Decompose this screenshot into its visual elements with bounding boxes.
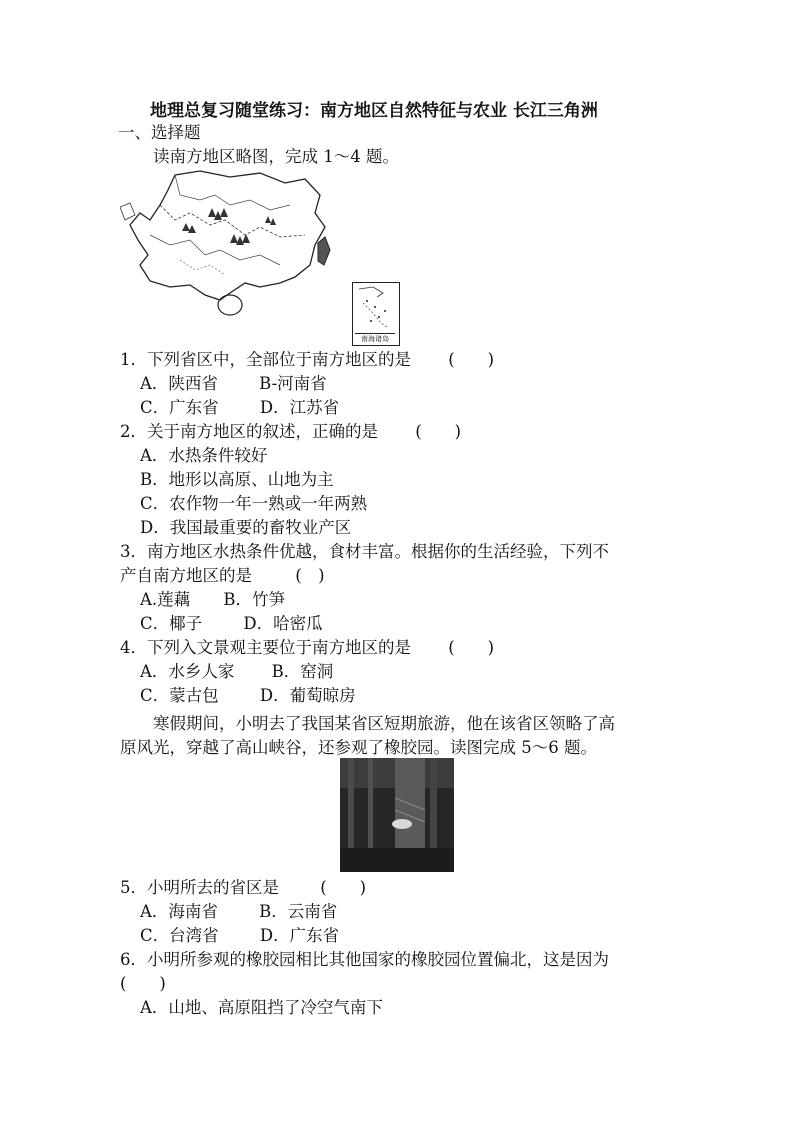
q5-option-a: A．海南省 bbox=[140, 902, 218, 921]
q5-option-c: C．台湾省 bbox=[140, 926, 219, 945]
south-china-map bbox=[120, 165, 340, 330]
q2-option-b: B．地形以高原、山地为主 bbox=[140, 470, 334, 489]
q4-option-d: D．葡萄晾房 bbox=[259, 686, 356, 705]
q1-option-c: C．广东省 bbox=[140, 398, 219, 417]
q2-option-c: C．农作物一年一熟或一年两熟 bbox=[140, 494, 368, 513]
section-heading: 一、选择题 bbox=[118, 123, 201, 142]
q2-option-d: D．我国最重要的畜牧业产区 bbox=[140, 518, 352, 537]
map-drawing bbox=[120, 165, 340, 330]
q5-option-d: D．广东省 bbox=[259, 926, 340, 945]
q5-answer-blank: ( ) bbox=[320, 878, 367, 897]
q3-stem-text: 产自南方地区的是 bbox=[120, 566, 252, 585]
q2-option-a: A．水热条件较好 bbox=[140, 446, 268, 465]
page-title: 地理总复习随堂练习：南方地区自然特征与农业 长江三角洲 bbox=[150, 101, 598, 121]
rubber-plantation-photo bbox=[340, 758, 454, 872]
q2-stem-text: 2．关于南方地区的叙述，正确的是 bbox=[120, 422, 378, 441]
photo-drawing bbox=[340, 758, 454, 872]
q1-option-a: A．陕西省 bbox=[140, 374, 218, 393]
q4-stem bbox=[120, 637, 494, 659]
q1-answer-blank: ( ) bbox=[448, 350, 495, 369]
q3-option-b: B．竹笋 bbox=[223, 590, 286, 609]
q3-stem-line1: 3．南方地区水热条件优越，食材丰富。根据你的生活经验，下列不 bbox=[120, 542, 609, 561]
q1-stem bbox=[120, 349, 494, 371]
q1-options-row2 bbox=[140, 397, 339, 419]
inset-label: 南海诸岛 bbox=[355, 333, 395, 344]
intro-text-1: 读南方地区略图，完成 1～4 题。 bbox=[153, 147, 399, 166]
inset-drawing bbox=[353, 283, 399, 333]
q3-options-row2 bbox=[140, 613, 323, 635]
q3-option-c: C．椰子 bbox=[140, 614, 203, 633]
q4-option-c: C．蒙古包 bbox=[140, 686, 219, 705]
q6-stem-line1: 6．小明所参观的橡胶园相比其他国家的橡胶园位置偏北，这是因为 bbox=[120, 950, 609, 969]
q2-stem bbox=[120, 421, 461, 443]
q5-option-b: B．云南省 bbox=[259, 902, 338, 921]
q1-stem-text: 1．下列省区中，全部位于南方地区的是 bbox=[120, 350, 411, 369]
south-sea-inset bbox=[352, 282, 400, 346]
q6-option-a: A．山地、高原阻挡了冷空气南下 bbox=[140, 998, 383, 1017]
q4-options-row2 bbox=[140, 685, 356, 707]
q3-options-row1 bbox=[140, 589, 285, 611]
q5-options-row2 bbox=[140, 925, 339, 947]
q4-answer-blank: ( ) bbox=[448, 638, 495, 657]
q3-option-a: A.莲藕 bbox=[140, 590, 191, 609]
q3-answer-blank: ( ) bbox=[295, 566, 325, 585]
intro-text-2-line2: 原风光，穿越了高山峡谷，还参观了橡胶园。读图完成 5～6 题。 bbox=[120, 738, 597, 757]
q5-stem-text: 5．小明所去的省区是 bbox=[120, 878, 279, 897]
q5-options-row1 bbox=[140, 901, 337, 923]
q6-answer-blank: ( ) bbox=[120, 974, 166, 993]
q4-stem-text: 4．下列入文景观主要位于南方地区的是 bbox=[120, 638, 411, 657]
q1-option-b: B-河南省 bbox=[259, 374, 327, 393]
q4-option-a: A．水乡人家 bbox=[140, 662, 235, 681]
intro-text-2-line1: 寒假期间，小明去了我国某省区短期旅游，他在该省区领略了高 bbox=[153, 714, 615, 733]
q2-answer-blank: ( ) bbox=[415, 422, 462, 441]
q4-options-row1 bbox=[140, 661, 333, 683]
q4-option-b: B．窑洞 bbox=[271, 662, 334, 681]
q3-stem-line2 bbox=[120, 565, 325, 587]
q5-stem bbox=[120, 877, 366, 899]
q3-option-d: D．哈密瓜 bbox=[243, 614, 323, 633]
q1-options-row1 bbox=[140, 373, 327, 395]
q1-option-d: D．江苏省 bbox=[259, 398, 340, 417]
